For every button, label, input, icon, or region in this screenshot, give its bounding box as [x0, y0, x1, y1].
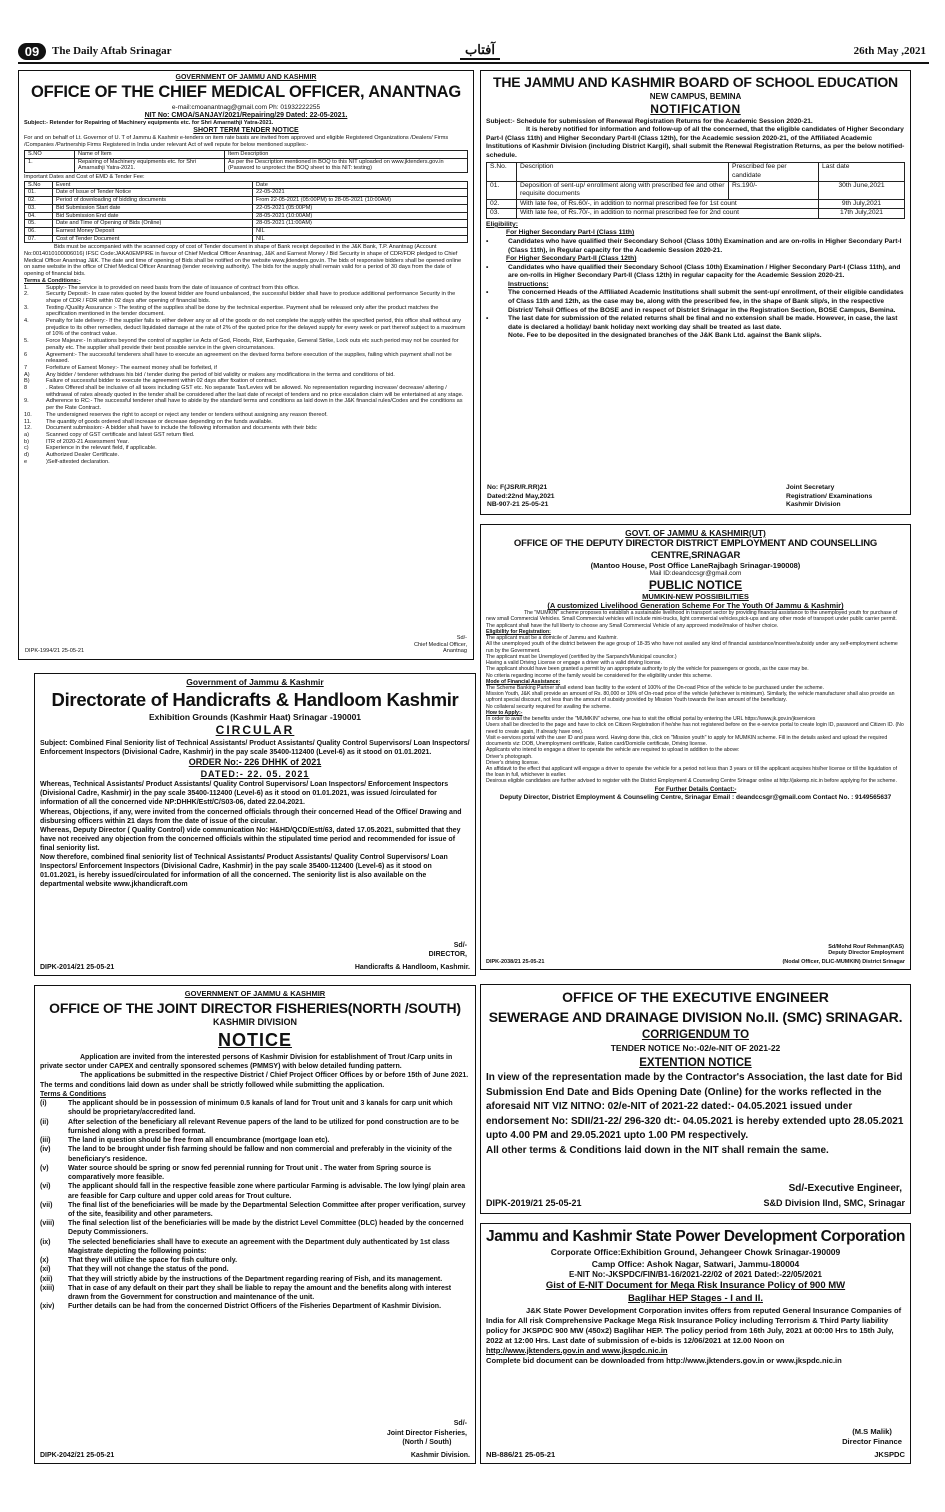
fish-term-text: After selection of the beneficiary all relevant Revenue papers of the land to be utilized for pond construction are to be furnished along with a prescribed format. [68, 1118, 459, 1135]
sewer-dept: S&D Division IInd, SMC, Srinagar [763, 1198, 905, 1209]
power-dept: JKSPDC [874, 1449, 905, 1459]
cmo-items-th: S.NO [25, 150, 75, 158]
fish-govt: GOVERNMENT OF JAMMU & KASHMIR [184, 989, 326, 998]
cmo-term-text: Any bidder / tenderer withdraws his bid / tender during the period of bid validity or makes any modifications in the terms and conditions of bid. [46, 371, 395, 378]
fish-term-text: That they will not change the status of the pond. [68, 1266, 229, 1274]
fish-term-num: (iii) [40, 1137, 51, 1145]
cmo-items-cell: As per the Description mentioned in BOQ to this NIT uploaded on www.jktenders.gov.in (Password to unprotect the BOQ sheet to this NIT: testing) [225, 158, 468, 172]
ddec-e: The applicant should have been granted a permit by an appropriate authority to ply the vehicle for passengers or goods, as the case may be. [486, 666, 809, 673]
ddec-e: The applicant must be a domicile of Jammu and Kashmir. [486, 635, 618, 642]
bose-body: It is hereby notified for information and follow-up of all the concerned, that the eligible candidates of Higher Secondary Part-I (Class 11th) and Higher Secondary Part-II (Class 12th), for the Academic session 2020-21, of the Affiliated Academic Institutions of Kashmir Division (including District Kargil), shall submit the Renewal Registration Returns, as per the below notified-schedule. [486, 126, 905, 159]
cmo-term-num: 4. [24, 318, 29, 325]
fish-term-num: (xiii) [40, 1284, 55, 1292]
cmo-term-num: A) [24, 371, 30, 378]
cmo-term-text: Force Majeure:- In situations beyond the control of supplier i.e Acts of God, Floods, Riot, Earthquake, General Strike, Lock outs etc such period may not be counted for penalty etc. The supplier shall provide their best possible service in the given circumstances. [46, 338, 459, 351]
power-url[interactable]: http://www.jktenders.gov.in and www.jkspdc.nic.in [486, 1345, 668, 1355]
cmo-dates-cell: Bid Submission End date [53, 212, 253, 220]
bose-cell: 01. [487, 181, 517, 199]
power-title: Jammu and Kashmir State Power Development Corporation [486, 1228, 905, 1245]
ddec-h: Desirous eligible candidates are further advised to register with the District Employment & Counseling Centre Srinagar online at http://jakemp.nic.in before applying for the scheme. [486, 778, 897, 785]
ddec-title: OFFICE OF THE DEPUTY DIRECTOR DISTRICT EMPLOYMENT AND COUNSELLING CENTRE,SRINAGAR [513, 538, 878, 561]
cmo-term-text: )Self-attested declaration. [46, 458, 110, 465]
handi-dept: Handicrafts & Handloom, Kashmir. [354, 963, 470, 971]
cmo-dates-cell: 03. [25, 204, 53, 212]
cmo-term-text: Scanned copy of GST certificate and latest GST return filed. [46, 432, 195, 438]
fish-term-num: (xiv) [40, 1303, 55, 1311]
cmo-dates-cell: NIL [253, 227, 468, 235]
power-ref: NB-886/21 25-05-21 [486, 1449, 556, 1459]
fish-term-text: The final selection list of the beneficiaries will be made by the district Level Committee (DLC) headed by the concerned Deputy Commissioners. [68, 1220, 464, 1237]
fish-term-text: The land in question should be free from all encumbrance (mortgage loan etc). [68, 1137, 330, 1145]
ad-sewerage-drainage [480, 984, 911, 1214]
fish-term-text: The applicant should be in possession of minimum 0.5 kanals of land for Trout unit and 3 kanals for carp unit which should be proprietary/accredited land. [68, 1100, 453, 1117]
cmo-term-num: 10. [24, 411, 32, 418]
paper-name: The Daily Aftab Srinagar [52, 45, 172, 57]
cmo-dates-cell: 06. [25, 227, 53, 235]
fish-sig: (North / South) [402, 1438, 452, 1446]
bose-cell: 03. [487, 209, 517, 219]
cmo-dates-cell: 28-05-2021 (11:00AM) [253, 220, 468, 228]
ddec-m: Mission Youth, J&K shall provide an amount of Rs. 80,000 or 10% of On-road price of the vehicle (whichever is minimum). Similarly, the vehicle manufacturer shall also provide an upfront special discount, not less than the amount of subsidy provided by Mission Youth towards the loan amount of the beneficiary. [486, 691, 895, 704]
bose-cell: 30th June,2021 [819, 181, 905, 199]
bose-ref: NB-907-21 25-05-21 [487, 501, 549, 509]
power-enit: E-NIT No:-JKSPDC/FIN/B1-16/2021-22/02 of 2021 Dated:-22/05/2021 [569, 1269, 822, 1279]
power-corp: Corporate Office:Exhibition Ground, Jehangeer Chowk Srinagar-190009 [550, 1247, 841, 1258]
cmo-term-num: b) [24, 438, 29, 445]
power-sig: (M.S Malik) [852, 1426, 892, 1436]
cmo-dates-table [24, 181, 468, 244]
fish-term-num: (iv) [40, 1146, 51, 1154]
cmo-dates-cell: 04. [25, 212, 53, 220]
handi-subject: Subject: Combined Final Seniority list of Technical Assistants/ Product Assistants/ Quality Control Supervisors/ Loan Inspectors/ Enforcement Inspectors (Divisional Cadre, Kashmir) in the pay scale 35400-112400 (Level-6) as it stood on 01.01.2021. [40, 739, 470, 756]
cmo-para: Bids must be accompanied with the scanned copy of cost of Tender document in shape of Bank receipt deposited in the J&K Bank, T.P. Anantnag (Account No:0014010100006016) IFSC Code:JAKA0EMPIRE in favour of Chief Medical Officer Anantnag, J&K and Earnest Money / Bid Security in shape of CDR/FDR pledged to Chief Medical Officer Anantnag J&K. The date and time of opening of Bids shall be notified on the website www.jktenders.gov.in. The bids of responsive bidders shall be opened online on same website in the office of Chief Medical Officer Anantnag (tender receiving authority). The bids for the supply shall remain valid for a period of 30 days from the date of opening of financial bids. [24, 244, 462, 278]
cmo-term-num: 12. [24, 425, 32, 432]
ddec-e: Having a valid Driving License or engage a driver with a valid driving license. [486, 660, 662, 667]
ad-employment-centre [480, 524, 911, 970]
cmo-term-text: Failure of successful bidder to execute the agreement within 02 days after fixation of contract. [46, 378, 278, 385]
sewer-body: In view of the representation made by the Contractor's Association, the last date for Bid Submission End Date and Bids Opening Date (Online) for the works reflected in the aforesaid NIT VIZ NITNO: 02/e-NIT of 2021-22 dated:- 04.05.2021 issued under endorsement No: SDII/21-22/ 296-320 dt:- 04.05.2021 is hereby extended upto 28.05.2021 upto 4.00 PM and 29.05.2021 upto 1.00 PM respectively. [486, 1072, 904, 1142]
cmo-term-text: Agreement:- The successful tenderers shall have to execute an agreement on the devised forms before execution of the supplies, failing which payment shall not be released. [46, 351, 452, 365]
handi-order: ORDER No:- 226 DHHK of 2021 [188, 756, 322, 767]
ddec-govt: GOVT. OF JAMMU & KASHMIR(UT) [625, 528, 766, 538]
bose-cell: 17th July,2021 [819, 209, 905, 219]
cmo-dates-th: S.No [25, 181, 53, 189]
fish-dept: Kashmir Division. [410, 1451, 470, 1459]
fish-p1: Application are invited from the interested persons of Kashmir Division for establishment of Trout /Carp units in private sector under CAPEX and centrally sponsored schemes (PMMSY) with below detailed funding pattern. [40, 1053, 453, 1071]
bose-cell: Deposition of sent-up/ enrollment along with prescribed fee and other requisite documents [517, 181, 729, 199]
cmo-dates-cell: Date and Time of Opening of Bids (Online) [53, 220, 253, 228]
sewer-body2: All other terms & Conditions laid down in the NIT shall remain the same. [486, 1144, 829, 1156]
ddec-dept: (Nodal Officer, DLIC-MUMKIN) District Srinagar [782, 959, 905, 966]
ddec-h: Visit e-services portal with the user ID and pass word. Having done this, click on "Mission youth" to apply for MUMKIN scheme. Fill in the details asked and upload the required documents viz: DOB, Unemployment certificate, Ration card/Domicile certificate, Driving license. [486, 734, 888, 748]
power-camp: Camp Office: Ashok Nagar, Satwari, Jammu-180004 [591, 1258, 800, 1269]
cmo-dates-cell: 28-05-2021 (10:00AM) [253, 212, 468, 220]
bullet-icon: • [486, 263, 489, 271]
cmo-items-table [24, 150, 468, 173]
bose-cell: Rs.190/- [729, 181, 819, 199]
bose-dated: Dated:22nd May,2021 [487, 492, 555, 500]
sewer-ext: EXTENTION NOTICE [639, 1057, 752, 1070]
bose-bullet: Candidates who have qualified their Secondary School (Class 10th) Examination / Higher Secondary Part-I (Class 11th), and are on-rolls in Higher Secondary Part-II (Class 12th) in regular capacity for the Academic Session 2020-21. [508, 263, 901, 280]
cmo-dates-cell: 22-05-2021 [253, 189, 468, 197]
bose-th: Description [517, 163, 729, 181]
cmo-subject: Subject:- Retender for Repairing of Machinery equipments etc. for Shri Amarnathji Yatra-2021. [24, 120, 274, 127]
issue-date: 26th May ,2021 [853, 45, 926, 57]
ddec-sig: Deputy Director Employment [828, 950, 904, 957]
ddec-m: No collateral security required for availing the scheme. [486, 703, 611, 710]
fish-term-num: (xi) [40, 1266, 51, 1274]
fish-p2: The applications be submitted in the respective District / Chief Project Officer Offices by or before 15th of June 2021. The terms and conditions laid down as under shall be strictly followed while submitting the application. [40, 1072, 469, 1089]
bullet-icon: • [486, 238, 489, 246]
power-gist: Gist of E-NIT Document for Mega Risk Insurance Policy of 900 MW [545, 1280, 846, 1292]
ddec-sig: Sd/Mohd Rouf Rehman(KAS) [828, 943, 904, 950]
handi-govt: Government of Jammu & Kashmir [186, 677, 324, 687]
cmo-dates-th: Event [53, 181, 253, 189]
ddec-h: Driver's photograph. [486, 753, 533, 760]
bose-bullet: The last date for submission of the related returns shall be final and no extension shall be made. However, in case, the last date is declared a holiday/ bank holiday next working day shall be treated as last date. [508, 315, 898, 331]
fish-sig: Sd/- [453, 1420, 467, 1428]
bose-sig: Registration/ Examinations [786, 492, 873, 500]
cmo-term-text: Testing /Quality Assurance :- The testing of the supplies shall be done by the technical expertise. Payment shall be released only after the product matches the specification mentioned in the tender document. [46, 304, 439, 318]
ddec-sub2: (A customized Livelihood Generation Scheme For The Youth Of Jammu & Kashmir) [547, 601, 844, 611]
bose-bullet: The concerned Heads of the Affiliated Academic Institutions shall submit the sent-up/ enrollment, of their eligible candidates of Class 11th and 12th, as the case may be, along with the prescribed fee, in the shape of Bank slip/s, in the respective District/ Tehsil Offices of the BOSE and in respect of District Srinagar in the Registration Section, BOSE Campus, Bemina. [508, 289, 904, 314]
cmo-term-num: 3. [24, 304, 29, 311]
fish-term-text: The land to be brought under fish farming should be fallow and non commercial and preferably in the vicinity of the beneficiary's residence. [68, 1146, 452, 1163]
bose-th: S.No. [487, 163, 517, 181]
cmo-term-num: 1. [24, 284, 29, 291]
fish-term-text: That in case of any default on their part they shall be liable to repay the amount and the benefits along with interest drawn from the Government for construction and maintenance of the unit. [68, 1284, 452, 1302]
handi-p1: Whereas, Technical Assistants/ Product Assistants/ Quality Control Supervisors/ Loan Inspectors/ Enforcement Inspectors (Divisional Cadre, Kashmir) in the pay scale 35400-112400 (Level-6) as it stood on 01.01.2021, was issued /circulated for information of all the concerned vide NP:DHHK/Estt/C/S03-06, dated 22.04.2021. [40, 781, 449, 807]
bose-cell: With late fee, of Rs.60/-, in addition to normal prescribed fee for 1st count [517, 199, 819, 209]
power-sig: Director Finance [842, 1436, 902, 1446]
ddec-e: The applicant must be Unemployed (certified by the Sarpanch/Municipal councilor.) [486, 653, 677, 660]
cmo-term-text: Security Deposit:- In case rates quoted by the lowest bidder are found unbalanced, the successful bidder shall have to produce additional performance Security in the shape of CDR / FDR within 02 days after opening of financial bids. [46, 291, 456, 304]
fish-term-num: (ix) [40, 1238, 51, 1246]
handi-addr: Exhibition Grounds (Kashmir Haat) Srinagar -190001 [148, 712, 362, 723]
cmo-term-text: Experience in the relevant field, if applicable. [46, 445, 157, 452]
ddec-h: Driver's driving license. [486, 759, 540, 766]
bose-heading: NOTIFICATION [650, 102, 741, 117]
handi-heading: CIRCULAR [215, 723, 295, 738]
bose-no: No: F(JSR/R.RR)21 [487, 484, 548, 492]
cmo-term-text: Penalty for late delivery:- If the supplier fails to either deliver any or all of the goods or do not complete the supply within the specified period, this office shall without any prejudice to its other remedies, deduct liquidated damage at the rate of 2% of the quoted price for the delayed supply for every week or part thereof subject to a maximum of 10% of the contract value. [46, 318, 466, 338]
power-baglihar: Baglihar HEP Stages - I and II. [628, 1292, 763, 1304]
cmo-term-num: 5. [24, 338, 29, 345]
handi-title: Directorate of Handicrafts & Handloom Kashmir [51, 689, 459, 711]
ddec-e: All the unemployed youth of the district between the age group of 18-35 who have not availed any kind of financial assistance/incentive/subsidy under any self-employment scheme run by the Government. [486, 641, 898, 654]
cmo-dates-cell: Date of Issue of Tender Notice [53, 189, 253, 197]
bose-note: Note. Fee to be deposited in the designated branches of the J&K Bank Ltd. against the Bank slip/s. [508, 332, 822, 340]
cmo-term-num: a) [24, 432, 29, 438]
ddec-how: How to Apply:- [486, 709, 523, 716]
cmo-dates-cell: From 22-05-2021 (05:00PM) to 28-05-2021 (10:00AM) [253, 197, 468, 205]
fish-sig: Joint Director Fisheries, [386, 1429, 467, 1437]
handi-dated: DATED:- 22. 05. 2021 [200, 768, 310, 779]
handi-ref: DIPK-2014/21 25-05-21 [40, 963, 115, 971]
ad-handicrafts [34, 673, 476, 976]
cmo-term-num: d) [24, 452, 29, 459]
cmo-ref: DIPK-1994/21 25-05-21 [25, 648, 85, 655]
bose-title: THE JAMMU AND KASHMIR BOARD OF SCHOOL EDUCATION [493, 74, 898, 90]
cmo-term-text: Supply:- The service is to provided on need basis from the date of issuance of contract from this office. [46, 284, 300, 291]
ad-jkspdc [480, 1223, 911, 1464]
bose-subject: Subject:- Schedule for submission of Renewal Registration Returns for the Academic Session 2020-21. [486, 117, 813, 125]
fish-term-text: That they will strictly abide by the instructions of the Department regarding rearing of Fish, and its management. [68, 1275, 443, 1283]
ddec-heading: PUBLIC NOTICE [648, 577, 743, 592]
cmo-dates-cell: Bid Submission Start date [53, 204, 253, 212]
cmo-term-text: Document submission:- A bidder shall have to include the following information and documents with their bids: [46, 425, 318, 432]
cmo-items-cell: 1. [25, 158, 75, 172]
cmo-sig: Chief Medical Officer, [413, 641, 467, 648]
cmo-term-num: 8 [24, 385, 28, 392]
ad-jkbose [480, 70, 911, 515]
cmo-dates-cell: 02. [25, 197, 53, 205]
cmo-term-text: The undersigned reserves the right to accept or reject any tender or tenders without assigning any reason thereof. [46, 411, 328, 418]
fish-term-text: The applicant should fall in the respective feasible zone where particular Farming is advisable. The low lying/ plain area are feasible for Carp culture and upper cold areas for Trout culture. [68, 1183, 466, 1200]
sewer-heading: CORRIGENDUM TO [641, 1029, 750, 1042]
cmo-dates-cell: Period of downloading of bidding documents [53, 197, 253, 205]
bose-th: Prescribed fee per candidate [729, 163, 819, 181]
handi-sig: Sd/- [453, 941, 467, 949]
cmo-terms-head: Terms & Conditions:- [24, 277, 81, 284]
cmo-sig: Anantnag [443, 648, 467, 655]
sewer-sig: Sd/-Executive Engineer, [788, 1183, 902, 1194]
sewer-tender: TENDER NOTICE No:-02/e-NIT OF 2021-22 [610, 1043, 781, 1054]
ddec-addr: (Mantoo House, Post Office LaneRajbagh Srinagar-190008) [590, 560, 801, 570]
fish-term-num: (xii) [40, 1275, 53, 1283]
fish-term-num: (ii) [40, 1118, 49, 1126]
fish-div: KASHMIR DIVISION [212, 1017, 297, 1028]
fish-term-num: (viii) [40, 1220, 55, 1228]
bose-cell: 9th July,2021 [819, 199, 905, 209]
fish-term-num: (i) [40, 1100, 47, 1108]
cmo-term-num: B) [24, 378, 30, 385]
fish-heading: NOTICE [217, 1030, 292, 1051]
cmo-dates-cell: NIL [253, 235, 468, 243]
cmo-term-num: 11. [24, 418, 32, 425]
cmo-email: e-mail:cmoanantnag@gmail.com Ph: 01932222255 [171, 104, 321, 112]
bullet-icon: • [486, 289, 489, 297]
cmo-term-text: Adherence to RC:- The successful tenderer shall have to abide by the standard terms and conditions as laid down in the J&K financial rules/Codes and the conditions as per the Rate Contract. [46, 398, 463, 412]
fish-title: OFFICE OF THE JOINT DIRECTOR FISHERIES(NORTH /SOUTH) [49, 999, 461, 1016]
cmo-term-num: 9. [24, 398, 29, 405]
cmo-term-num: c) [24, 445, 29, 452]
bose-cell: 02. [487, 199, 517, 209]
fish-term-num: (v) [40, 1164, 49, 1172]
fish-term-text: Further details can be had from the concerned District Officers of the Fisheries Department of Kashmir Division. [68, 1303, 442, 1311]
cmo-dates-cell: 22-05-2021 (05:00PM) [253, 204, 468, 212]
ddec-sub1: MUMKIN-NEW POSSIBILITIES [642, 592, 749, 602]
bose-elig: Eligibility: [486, 220, 518, 228]
fish-term-text: Water source should be spring or snow fed perennial running for Trout unit . The water from Spring source is comparatively more feasible. [68, 1164, 431, 1182]
cmo-dates-caption: Important Dates and Cost of EMD & Tender Fee: [24, 173, 145, 180]
handi-p4: Now therefore, combined final seniority list of Technical Assistants/ Product Assistants/ Quality Control Supervisors/ Loan Inspectors/ Enforcement Inspectors (Divisional Cadre, Kashmir) in the pay scale 35400-112400 (Level-6) as it stood on 01.01.2021, is hereby issued/circulated for information of all the concerned. The seniority list is also available on the departmental website www.jkhandicraft.com [40, 854, 448, 889]
cmo-term-text: Forfeiture of Earnest Money:- The earnest money shall be forfeited, if [46, 364, 217, 371]
fish-term-text: The final list of the beneficiaries will be made by the Departmental Selection Committee after proper verification, survey of the site, feasibility and other parameters. [68, 1201, 466, 1218]
cmo-term-text: . Rates Offered shall be inclusive of all taxes including GST etc. No separate Tax/Levies will be allowed. No representation regarding increase/ decrease/ altering / withdrawal of rates already quoted in the tender shall be considered after the last date of receipt of tenders and no price escalation claim will be entertained at any stage. [46, 385, 464, 398]
bose-campus: NEW CAMPUS, BEMINA [649, 91, 742, 101]
fish-term-num: (vi) [40, 1183, 51, 1191]
sewer-ref: DIPK-2019/21 25-05-21 [486, 1198, 582, 1209]
ddec-h: In order to avail the benefits under the "MUMKIN" scheme, one has to visit the official portal by entering the URL https://www.jk.gov.in/jkservices [486, 716, 816, 723]
ddec-h: Users shall be directed to the page and have to click on Citizen Registration if he/she has not registered before on the e-service portal to create login ID, password and Citizen ID. (No need to create again, If already have one). [486, 722, 904, 735]
cmo-term-num: 7 [24, 364, 28, 371]
ddec-h: Applicants who intend to engage a driver to operate the vehicle are required to upload in addition to the above: [486, 747, 740, 754]
cmo-dates-cell: Earnest Money Deposit [53, 227, 253, 235]
ddec-mail: Mail ID:deandccsgr@gmail.com [649, 569, 742, 577]
bose-bullet: Candidates who have qualified their Secondary School (Class 10th) Examination and are on-rolls in Higher Secondary Part-I (Class 11th), in Regular capacity for the Academic Session 2020-21. [508, 238, 902, 254]
ddec-elig: Eligibility for Registration: [486, 628, 551, 635]
page-number: 09 [18, 43, 46, 60]
ddec-intro: The "MUMKIN" scheme proposes to establish a sustainable livelihood in transport sector by providing financial assistance to the unemployed youth for purchase of new small Commercial Vehicles. Small Commercial vehicles will include mini-trucks, light commercial vehicles,pick-ups and any other mode of transport under public carrier permit. The applicant shall have the full liberty to choose any Small Commercial Vehicle of any approved model/make of his/her choice. [486, 610, 898, 629]
sewer-title1: OFFICE OF THE EXECUTIVE ENGINEER [562, 989, 829, 1005]
sewer-title2: SEWERAGE AND DRAINAGE DIVISION No.II. (SMC) SRINAGAR. [488, 1008, 903, 1025]
bose-cell: With late fee, of Rs.70/-, in addition to normal prescribed fee for 2nd count [517, 209, 819, 219]
bose-hs1: For Higher Secondary Part-I (Class 11th) [506, 229, 635, 237]
cmo-items-th: Name of Item [75, 150, 225, 158]
ad-cmo-anantnag [18, 70, 474, 660]
cmo-dates-cell: 01. [25, 189, 53, 197]
ad-fisheries [34, 985, 476, 1464]
masthead [18, 42, 929, 64]
power-body: J&K State Power Development Corporation invites offers from reputed General Insurance Companies of India for All risk Comprehensive Package Mega Risk Insurance Policy including Terrorism & Third Party liability policy for JKSPDC 900 MW (450x2) Baglihar HEP. The policy period from 16th July, 2021 at 00:00 Hrs to 15th July, 2022 at 12:00 Hrs. Last date of submission of e-bids is 12/06/2021 at 12.00 Noon on [486, 1305, 902, 1345]
cmo-dates-cell: Cost of Tender Document [53, 235, 253, 243]
cmo-title: OFFICE OF THE CHIEF MEDICAL OFFICER, ANANTNAG [30, 83, 462, 102]
cmo-items-th: Item Description [225, 150, 468, 158]
ddec-h: An affidavit to the effect that applicant will engage a driver to operate the vehicle for a period not less than 3 years or till the applicant acquires his/her license or till the liquidation of the loan in full, whichever is earlier. [486, 766, 898, 779]
ddec-contact-head: For Further Details Contact:- [654, 786, 737, 793]
fish-ref: DIPK-2042/21 25-05-21 [40, 1451, 115, 1459]
fish-term-text: That they will utilize the space for fish culture only. [68, 1257, 238, 1265]
cmo-term-text: The quantity of goods ordered shall increase or decrease depending on the funds available. [46, 418, 273, 425]
cmo-intro: For and on behalf of Lt. Governor of U. T of Jammu & Kashmir e-tenders on item rate basis are invited from approved and eligible Registered Organizations /Dealers/ Firms /Companies /Partnership Firms Registered in India under relevant Act of well repute for below mentioned supplies:- [24, 135, 449, 149]
ddec-ref: DIPK-2038/21 25-05-21 [486, 959, 545, 966]
cmo-dates-cell: 07. [25, 235, 53, 243]
cmo-term-num: e [24, 458, 28, 465]
bose-sig: Joint Secretary [786, 484, 835, 492]
cmo-nit: NIT No: CMOA/SANJAY/2021/Repairing/29 Dated: 22-05-2021. [144, 111, 348, 119]
cmo-term-num: 2. [24, 291, 29, 298]
ddec-contact: Deputy Director, District Employment & Counseling Centre, Srinagar Email : deandccsgr@gmail.com Contact No. : 9149565637 [499, 793, 892, 801]
ddec-e: No criteria regarding income of the family would be considered for the eligibility under this scheme. [486, 672, 713, 679]
handi-p2: Whereas, Objections, if any, were invited from the concerned officials through their concerned Head of the Office/ Drawing and disbursing officers within 21 days from the date of issue of the circular. [40, 808, 462, 825]
cmo-items-cell: Repairing of Machinery equipments etc. for Shri Amarnathji Yatra-2021. [75, 158, 225, 172]
cmo-term-text: ITR of 2020-21 Assessment Year. [46, 438, 130, 445]
bullet-icon: • [486, 315, 489, 323]
cmo-dates-cell: 05. [25, 220, 53, 228]
cmo-term-num: 6 [24, 351, 28, 358]
fish-term-num: (vii) [40, 1201, 53, 1209]
power-complete: Complete bid document can be downloaded from http://www.jktenders.gov.in or www.jkspdc.nic.in [486, 1355, 842, 1365]
cmo-dates-th: Date [253, 181, 468, 189]
newspaper-logo: آفتاب [460, 42, 500, 60]
bose-sig: Kashmir Division [786, 501, 841, 509]
bose-instr: Instructions: [508, 280, 549, 288]
bose-table [486, 162, 905, 218]
cmo-heading: SHORT TERM TENDER NOTICE [193, 127, 299, 135]
fish-terms-head: Terms & Conditions [40, 1090, 106, 1098]
bose-hs2: For Higher Secondary Part-II (Class 12th) [506, 255, 637, 263]
cmo-sig: Sd/- [456, 634, 467, 641]
cmo-term-text: Authorized Dealer Certificate. [46, 452, 120, 459]
ddec-mode: Mode of Financial Assistance: [486, 678, 561, 685]
fish-term-num: (x) [40, 1257, 49, 1265]
ddec-m: The Scheme Banking Partner shall extend loan facility to the extent of 100% of the On-road Price of the vehicle to be purchased under the scheme. [486, 684, 824, 691]
handi-sig: DIRECTOR, [428, 950, 467, 958]
cmo-govt: GOVERNMENT OF JAMMU AND KASHMIR [175, 74, 317, 81]
fish-term-text: The selected beneficiaries shall have to execute an agreement with the Department duly authenticated by 1st class Magistrate depicting the following points: [68, 1238, 450, 1255]
bose-th: Last date [819, 163, 905, 181]
handi-p3: Whereas, Deputy Director ( Quality Control) vide communication No: H&HD/QCD/Estt/63, dated 17.05.2021, submitted that they have not received any objection from the concerned officials within the stipulated time period and recommended for issue of final seniority list. [40, 826, 461, 852]
